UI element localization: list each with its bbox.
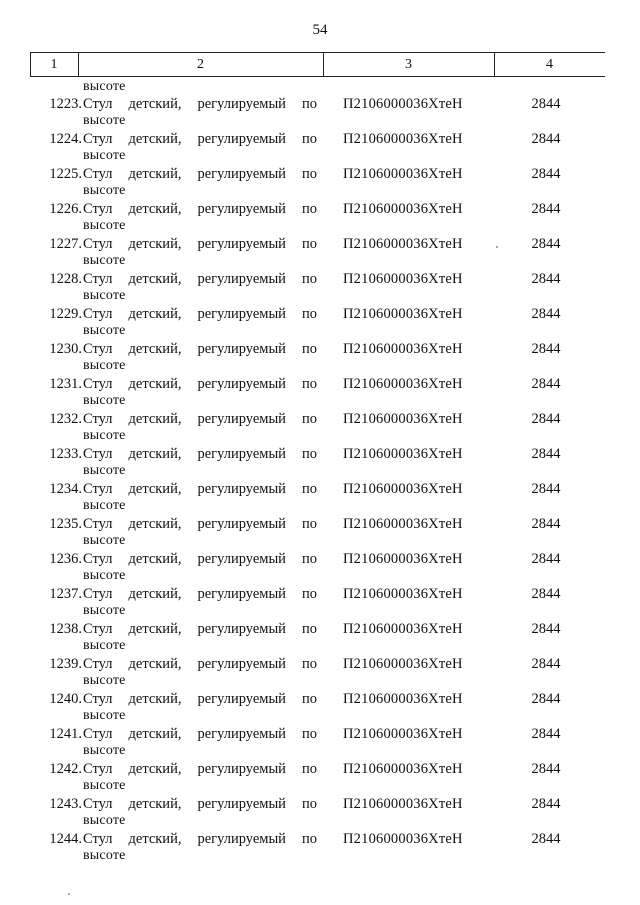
table-row [0, 201, 640, 236]
table-row [0, 131, 640, 166]
row-number: 1230. [49, 341, 82, 357]
item-name-word: по [301, 796, 317, 812]
item-code: П2106000036ХтеН [343, 96, 463, 112]
item-name-word: регулируемый [197, 341, 286, 357]
item-code: П2106000036ХтеН [343, 481, 463, 497]
item-name-word: детский, [128, 516, 182, 532]
item-name-line2: высоте [83, 778, 126, 793]
item-name-word: Стул [83, 96, 113, 112]
row-number: 1224. [49, 131, 82, 147]
scan-speck [68, 893, 70, 895]
item-value: 2844 [531, 166, 561, 182]
item-name-line2: высоте [83, 743, 126, 758]
item-name-word: регулируемый [197, 446, 286, 462]
item-name-word: Стул [83, 761, 113, 777]
item-name-line2: высоте [83, 113, 126, 128]
table-row [0, 621, 640, 656]
item-code: П2106000036ХтеН [343, 621, 463, 637]
page-number: 54 [312, 22, 328, 38]
item-name-line2: высоте [83, 428, 126, 443]
item-value: 2844 [531, 516, 561, 532]
item-value: 2844 [531, 306, 561, 322]
item-name-word: по [301, 411, 317, 427]
item-name-word: Стул [83, 131, 113, 147]
table-row [0, 236, 640, 271]
item-value: 2844 [531, 271, 561, 287]
item-name-word: детский, [128, 446, 182, 462]
item-name-word: регулируемый [197, 481, 286, 497]
item-value: 2844 [531, 131, 561, 147]
item-name-word: детский, [128, 131, 182, 147]
item-value: 2844 [531, 201, 561, 217]
item-value: 2844 [531, 446, 561, 462]
item-name-word: по [301, 586, 317, 602]
item-name-line2: высоте [83, 393, 126, 408]
table-row [0, 796, 640, 831]
header-col-3: 3 [405, 57, 412, 72]
item-name-word: по [301, 621, 317, 637]
item-name-word: Стул [83, 236, 113, 252]
item-name-word: Стул [83, 586, 113, 602]
item-code: П2106000036ХтеН [343, 831, 463, 847]
item-name-word: регулируемый [197, 376, 286, 392]
item-name-word: Стул [83, 271, 113, 287]
item-code: П2106000036ХтеН [343, 516, 463, 532]
item-name-line2: высоте [83, 603, 126, 618]
item-name-word: по [301, 656, 317, 672]
item-name-word: Стул [83, 201, 113, 217]
row-number: 1241. [49, 726, 82, 742]
item-name-word: Стул [83, 306, 113, 322]
item-name-word: регулируемый [197, 796, 286, 812]
item-name-line2: высоте [83, 708, 126, 723]
item-code: П2106000036ХтеН [343, 201, 463, 217]
item-name [83, 586, 317, 603]
item-name-word: регулируемый [197, 236, 286, 252]
item-name [83, 446, 317, 463]
item-value: 2844 [531, 586, 561, 602]
row-number: 1234. [49, 481, 82, 497]
header-col-1: 1 [50, 57, 58, 72]
item-value: 2844 [531, 831, 561, 847]
item-name-word: Стул [83, 446, 113, 462]
item-code: П2106000036ХтеН [343, 656, 463, 672]
row-number: 1240. [49, 691, 82, 707]
table-row [0, 376, 640, 411]
header-col-4: 4 [546, 57, 553, 72]
item-name-word: детский, [128, 96, 182, 112]
item-name [83, 96, 317, 113]
item-name-word: по [301, 831, 317, 847]
item-code: П2106000036ХтеН [343, 411, 463, 427]
item-name-line2: высоте [83, 673, 126, 688]
item-name-word: детский, [128, 796, 182, 812]
item-name-line2: высоте [83, 638, 126, 653]
item-name [83, 201, 317, 218]
item-name-word: детский, [128, 761, 182, 777]
item-name-word: Стул [83, 516, 113, 532]
item-code: П2106000036ХтеН [343, 551, 463, 567]
item-name-word: Стул [83, 551, 113, 567]
item-name-word: регулируемый [197, 551, 286, 567]
item-name-word: по [301, 726, 317, 742]
item-value: 2844 [531, 726, 561, 742]
item-name-word: регулируемый [197, 586, 286, 602]
row-number: 1226. [49, 201, 82, 217]
item-name-word: Стул [83, 691, 113, 707]
row-number: 1236. [49, 551, 82, 567]
item-code: П2106000036ХтеН [343, 341, 463, 357]
table-row [0, 761, 640, 796]
item-name-line2: высоте [83, 253, 126, 268]
item-name [83, 306, 317, 323]
item-name [83, 236, 317, 253]
item-name-word: регулируемый [197, 621, 286, 637]
item-name [83, 691, 317, 708]
table-row [0, 516, 640, 551]
item-name-word: по [301, 131, 317, 147]
item-name-word: детский, [128, 341, 182, 357]
item-name-word: по [301, 516, 317, 532]
table-row [0, 306, 640, 341]
item-name-word: детский, [128, 306, 182, 322]
item-value: 2844 [531, 656, 561, 672]
item-name-line2: высоте [83, 533, 126, 548]
row-number: 1231. [49, 376, 82, 392]
item-name-word: Стул [83, 796, 113, 812]
table-row [0, 271, 640, 306]
item-code: П2106000036ХтеН [343, 446, 463, 462]
table-row [0, 831, 640, 866]
item-name-word: по [301, 236, 317, 252]
item-name-word: регулируемый [197, 516, 286, 532]
item-code: П2106000036ХтеН [343, 586, 463, 602]
item-name-word: Стул [83, 726, 113, 742]
item-name [83, 341, 317, 358]
header-col-2: 2 [197, 57, 204, 72]
item-name-line2: высоте [83, 148, 126, 163]
item-name-word: Стул [83, 341, 113, 357]
row-number: 1242. [49, 761, 82, 777]
item-name-word: по [301, 96, 317, 112]
row-number: 1228. [49, 271, 82, 287]
item-value: 2844 [531, 761, 561, 777]
item-name-word: регулируемый [197, 411, 286, 427]
item-name [83, 621, 317, 638]
item-value: 2844 [531, 796, 561, 812]
item-name-word: по [301, 271, 317, 287]
item-name-word: регулируемый [197, 131, 286, 147]
item-name-line2: высоте [83, 463, 126, 478]
item-name-word: Стул [83, 656, 113, 672]
row-number: 1239. [49, 656, 82, 672]
table-header [30, 52, 605, 78]
item-name-word: детский, [128, 551, 182, 567]
item-name-line2: высоте [83, 848, 126, 863]
table-row [0, 656, 640, 691]
item-name [83, 796, 317, 813]
row-number: 1229. [49, 306, 82, 322]
item-name-word: регулируемый [197, 201, 286, 217]
scan-speck [496, 246, 498, 248]
item-name-word: детский, [128, 411, 182, 427]
row-number: 1244. [49, 831, 82, 847]
table-row [0, 691, 640, 726]
item-name-word: Стул [83, 411, 113, 427]
item-value: 2844 [531, 96, 561, 112]
item-code: П2106000036ХтеН [343, 131, 463, 147]
item-code: П2106000036ХтеН [343, 376, 463, 392]
item-name [83, 656, 317, 673]
item-name-word: регулируемый [197, 831, 286, 847]
item-name-line2: высоте [83, 288, 126, 303]
item-name [83, 166, 317, 183]
item-code: П2106000036ХтеН [343, 166, 463, 182]
item-name [83, 761, 317, 778]
item-name [83, 551, 317, 568]
item-value: 2844 [531, 236, 561, 252]
item-name-word: по [301, 481, 317, 497]
row-number: 1235. [49, 516, 82, 532]
item-name-word: детский, [128, 656, 182, 672]
item-name-word: детский, [128, 376, 182, 392]
item-code: П2106000036ХтеН [343, 691, 463, 707]
item-name-word: регулируемый [197, 761, 286, 777]
item-name-word: детский, [128, 831, 182, 847]
item-name [83, 516, 317, 533]
item-name-word: регулируемый [197, 656, 286, 672]
row-number: 1232. [49, 411, 82, 427]
item-value: 2844 [531, 411, 561, 427]
item-name [83, 411, 317, 428]
table-row [0, 166, 640, 201]
item-name [83, 481, 317, 498]
item-name-word: детский, [128, 481, 182, 497]
row-number: 1227. [49, 236, 82, 252]
item-value: 2844 [531, 376, 561, 392]
row-number: 1225. [49, 166, 82, 182]
item-name-word: по [301, 341, 317, 357]
item-value: 2844 [531, 481, 561, 497]
table-row [0, 481, 640, 516]
row-number: 1243. [49, 796, 82, 812]
item-name-word: Стул [83, 621, 113, 637]
table-row [0, 586, 640, 621]
item-name-word: регулируемый [197, 306, 286, 322]
item-name-word: регулируемый [197, 726, 286, 742]
table-row [0, 446, 640, 481]
item-name-word: по [301, 306, 317, 322]
row-number: 1223. [49, 96, 82, 112]
item-name-line2: высоте [83, 568, 126, 583]
item-name [83, 131, 317, 148]
item-name-word: детский, [128, 236, 182, 252]
item-code: П2106000036ХтеН [343, 761, 463, 777]
item-code: П2106000036ХтеН [343, 271, 463, 287]
item-name-line2: высоте [83, 218, 126, 233]
item-name-word: детский, [128, 166, 182, 182]
row-number: 1237. [49, 586, 82, 602]
item-name-word: детский, [128, 201, 182, 217]
item-name-line2: высоте [83, 498, 126, 513]
item-name-word: Стул [83, 481, 113, 497]
item-name-word: по [301, 376, 317, 392]
item-name-word: Стул [83, 831, 113, 847]
item-name-word: детский, [128, 621, 182, 637]
item-name-word: детский, [128, 691, 182, 707]
item-name-line2: высоте [83, 183, 126, 198]
item-name-line2: высоте [83, 813, 126, 828]
item-name-word: регулируемый [197, 166, 286, 182]
item-code: П2106000036ХтеН [343, 796, 463, 812]
continuation-text: высоте [83, 79, 126, 94]
table-row [0, 551, 640, 586]
item-code: П2106000036ХтеН [343, 726, 463, 742]
table-row [0, 96, 640, 131]
header-top-rule [30, 52, 605, 53]
item-name [83, 726, 317, 743]
item-name [83, 376, 317, 393]
item-value: 2844 [531, 621, 561, 637]
item-name-word: по [301, 446, 317, 462]
item-name-word: по [301, 551, 317, 567]
item-name [83, 271, 317, 288]
row-number: 1233. [49, 446, 82, 462]
item-name-word: детский, [128, 726, 182, 742]
item-code: П2106000036ХтеН [343, 306, 463, 322]
table-row [0, 726, 640, 761]
item-value: 2844 [531, 691, 561, 707]
item-name-word: регулируемый [197, 96, 286, 112]
item-code: П2106000036ХтеН [343, 236, 463, 252]
header-bottom-rule [30, 76, 605, 77]
item-name-word: регулируемый [197, 691, 286, 707]
item-name-word: по [301, 761, 317, 777]
item-value: 2844 [531, 341, 561, 357]
item-name-word: по [301, 201, 317, 217]
item-name-line2: высоте [83, 358, 126, 373]
item-value: 2844 [531, 551, 561, 567]
row-number: 1238. [49, 621, 82, 637]
item-name-word: по [301, 166, 317, 182]
table-row [0, 341, 640, 376]
item-name-word: Стул [83, 376, 113, 392]
item-name [83, 831, 317, 848]
item-name-word: регулируемый [197, 271, 286, 287]
item-name-word: Стул [83, 166, 113, 182]
item-name-word: детский, [128, 271, 182, 287]
item-name-word: детский, [128, 586, 182, 602]
table-row [0, 411, 640, 446]
item-name-word: по [301, 691, 317, 707]
item-name-line2: высоте [83, 323, 126, 338]
